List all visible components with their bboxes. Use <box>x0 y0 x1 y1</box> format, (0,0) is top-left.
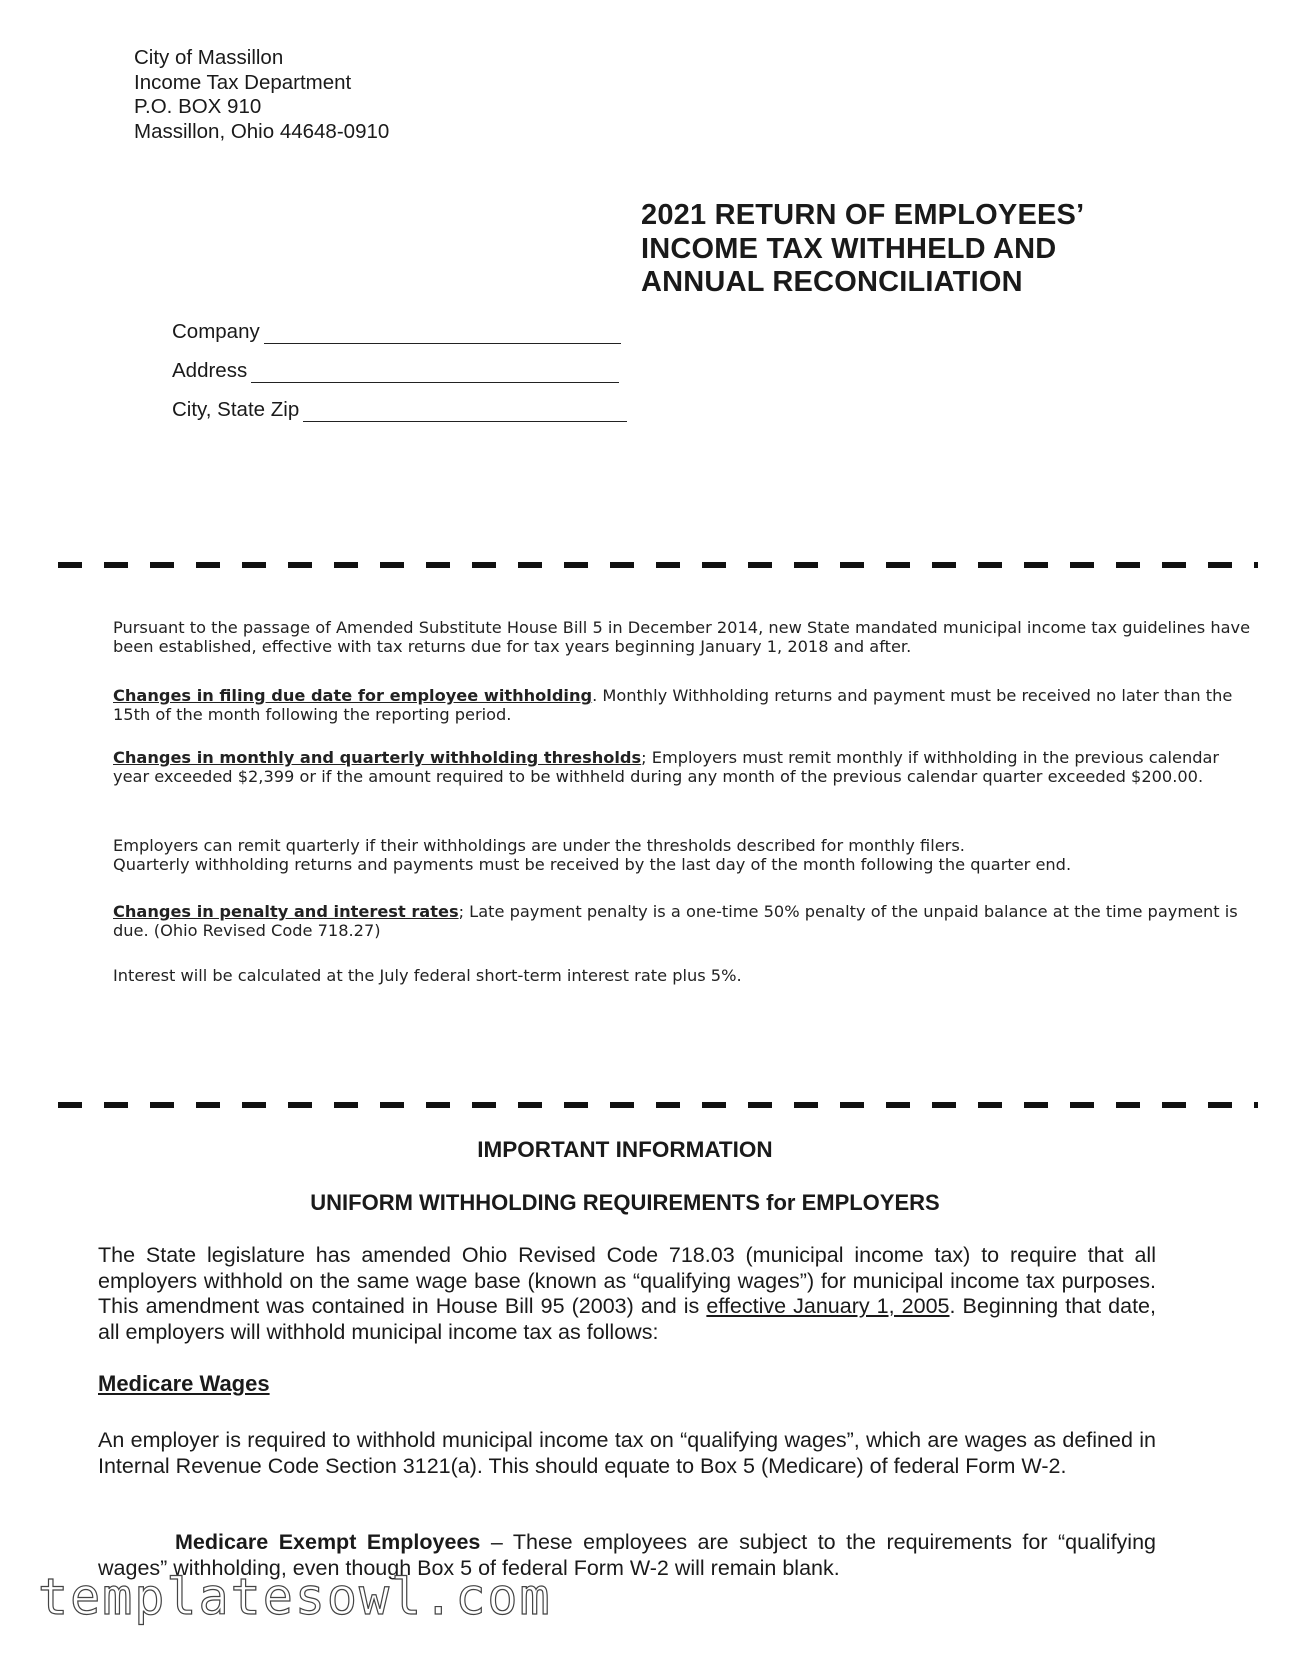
notice-penalty <box>113 902 1253 940</box>
address-line-1: City of Massillon <box>134 46 284 69</box>
notice-quarterly <box>113 836 1253 874</box>
city-state-zip-label: City, State Zip <box>172 398 300 421</box>
quarterly-line-2: Quarterly withholding returns and payments must be received by the last day of the month following the quarter end. <box>113 855 1072 874</box>
address-line-3: P.O. BOX 910 <box>134 95 262 118</box>
title-line-1: 2021 RETURN OF EMPLOYEES’ <box>641 199 1085 231</box>
address-input-line[interactable] <box>251 362 619 383</box>
medicare-exempt-heading: Medicare Exempt Employees <box>175 1530 481 1554</box>
legislature-paragraph: The State legislature has amended Ohio Revised Code 718.03 (municipal income tax) to require that all employers withhold on the same wage base (known as “qualifying wages”) for municipal income tax purposes. This amendment was contained in House Bill 95 (2003) and is effective January 1, 2005. Beginning that date, all employers will withhold municipal income tax as follows: <box>98 1243 1156 1344</box>
address-line-2: Income Tax Department <box>134 70 352 94</box>
effective-date: effective January 1, 2005 <box>706 1294 950 1318</box>
city-state-zip-input-line[interactable] <box>303 401 627 422</box>
address-line-4: Massillon, Ohio 44648-0910 <box>134 119 390 143</box>
qualifying-wages-paragraph: An employer is required to withhold municipal income tax on “qualifying wages”, which are wages as defined in Internal Revenue Code Section 3121(a). This should equate to Box 5 (Medicare) of federal Form W-2. <box>98 1428 1156 1478</box>
company-label: Company <box>172 320 260 343</box>
due-date-heading: Changes in filing due date for employee withholding <box>113 686 593 705</box>
form-title <box>641 199 1084 300</box>
address-field[interactable] <box>172 359 619 383</box>
due-date-text: . Monthly Withholding returns and payment must be received no later than the 15th of the month following the reporting period. <box>113 686 1233 724</box>
thresholds-heading: Changes in monthly and quarterly withholding thresholds <box>113 748 642 767</box>
site-watermark: templatesowl.com <box>38 1568 552 1626</box>
medicare-exempt-paragraph: Medicare Exempt Employees – These employees are subject to the requirements for “qualifying wages” withholding, even though Box 5 of federal Form W-2 will remain blank. <box>98 1530 1156 1580</box>
company-field[interactable] <box>172 320 621 344</box>
quarterly-line-1: Employers can remit quarterly if their withholdings are under the thresholds described for monthly filers. <box>113 836 965 855</box>
important-info-heading: IMPORTANT INFORMATION <box>477 1137 773 1162</box>
company-input-line[interactable] <box>264 323 621 344</box>
uniform-withholding-heading: UNIFORM WITHHOLDING REQUIREMENTS for EMPLOYERS <box>310 1190 940 1215</box>
title-line-2: INCOME TAX WITHHELD AND <box>641 232 1057 265</box>
address-label: Address <box>172 359 248 382</box>
sender-address <box>134 46 389 144</box>
title-line-3: ANNUAL RECONCILIATION <box>641 266 1023 298</box>
notice-interest: Interest will be calculated at the July federal short-term interest rate plus 5%. <box>113 966 742 985</box>
dashed-divider <box>58 562 1258 568</box>
notice-intro: Pursuant to the passage of Amended Substitute House Bill 5 in December 2014, new State mandated municipal income tax guidelines have been established, effective with tax returns due for tax years beginning January 1, 2018 and after. <box>113 618 1251 656</box>
penalty-heading: Changes in penalty and interest rates <box>113 902 459 921</box>
dashed-divider <box>58 1102 1258 1108</box>
medicare-wages-heading: Medicare Wages <box>98 1371 270 1396</box>
notice-due-date <box>113 686 1253 724</box>
notice-thresholds <box>113 748 1253 786</box>
penalty-text: ; Late payment penalty is a one-time 50% penalty of the unpaid balance at the time payment is due. (Ohio Revised Code 718.27) <box>113 902 1238 940</box>
thresholds-text: ; Employers must remit monthly if withholding in the previous calendar year exceeded $2,399 or if the amount required to be withheld during any month of the previous calendar quarter exceeded $200.00. <box>113 748 1220 786</box>
city-state-zip-field[interactable] <box>172 398 627 422</box>
